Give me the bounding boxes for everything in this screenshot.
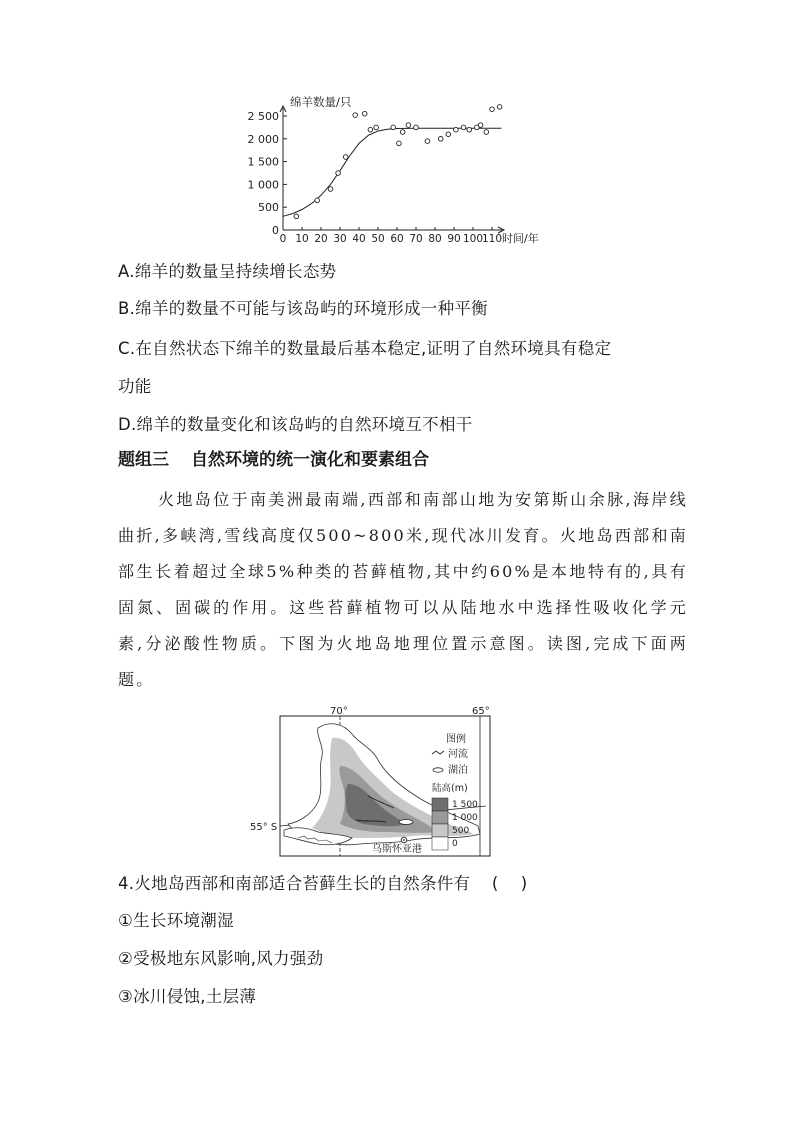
chart-data-point [484, 130, 489, 135]
option-c-line2: 功能 [118, 377, 152, 396]
option-b: B.绵羊的数量不可能与该岛屿的环境形成一种平衡 [118, 299, 488, 318]
chart-data-point [391, 125, 396, 130]
chart-data-point [294, 214, 299, 219]
legend-elev-0-swatch [432, 837, 448, 850]
section-title: 自然环境的统一演化和要素组合 [191, 450, 429, 470]
chart-x-tick-label: 10 [295, 233, 309, 245]
chart-x-tick-label: 30 [333, 233, 347, 245]
legend-elev-1500-swatch [432, 798, 448, 811]
legend-elev-title: 陆高(m) [432, 783, 468, 794]
chart-y-tick-label: 500 [258, 201, 279, 215]
chart-x-tick-label: 90 [447, 233, 461, 245]
chart-data-point [362, 111, 367, 116]
chart-x-tick-label: 80 [428, 233, 442, 245]
chart-x-tick-label: 60 [390, 233, 404, 245]
legend-lake-symbol [433, 768, 443, 772]
lake [399, 820, 413, 825]
chart-y-tick-label: 1 000 [247, 178, 279, 192]
chart-x-tick-label: 70 [409, 233, 423, 245]
chart-data-point [446, 132, 451, 137]
chart-data-point [461, 125, 466, 130]
chart-data-point [454, 127, 459, 132]
chart-data-point [374, 125, 379, 130]
chart-data-point [336, 171, 341, 176]
lat-55-label: 55° S [250, 822, 278, 833]
legend-elev-500-label: 500 [452, 826, 470, 836]
lon-70-label: 70° [330, 706, 348, 717]
section-heading [118, 445, 429, 470]
chart-data-point [400, 130, 405, 135]
question-stem: 4.火地岛西部和南部适合苔藓生长的自然条件有 [118, 874, 471, 893]
chart-data-point [478, 123, 483, 128]
chart-x-tick-label: 100 [462, 233, 484, 245]
chart-data-point [438, 137, 443, 142]
chart-data-point [343, 155, 348, 160]
legend-lake-label: 湖泊 [448, 765, 468, 776]
legend-river-label: 河流 [448, 749, 468, 760]
option-c-line1: C.在自然状态下绵羊的数量最后基本稳定,证明了自然环境具有稳定 [118, 339, 612, 358]
chart-data-point [406, 123, 411, 128]
chart-data-point [490, 107, 495, 112]
legend-elev-1500-label: 1 500 [452, 800, 478, 810]
chart-x-tick-label: 0 [279, 233, 287, 245]
chart-data-point [425, 139, 430, 144]
chart-y-tick-label: 1 500 [247, 155, 279, 169]
legend-elev-1000-swatch [432, 811, 448, 824]
city-label: 乌斯怀亚港 [372, 844, 422, 855]
lon-65-label: 65° [472, 706, 490, 717]
chart-data-point [397, 141, 402, 146]
chart-y-tick-label: 0 [272, 224, 279, 237]
section-label: 题组三 [118, 450, 169, 470]
question-item-1: ①生长环境潮湿 [118, 911, 234, 930]
chart-x-tick-label: 40 [352, 233, 366, 245]
question-4 [118, 870, 528, 894]
sheep-population-chart [240, 92, 550, 250]
question-item-2: ②受极地东风影响,风力强劲 [118, 949, 324, 968]
legend-elev-0-label: 0 [452, 839, 458, 849]
chart-x-tick-label: 20 [314, 233, 328, 245]
answer-bracket: ( ) [491, 874, 528, 893]
option-a: A.绵羊的数量呈持续增长态势 [118, 262, 337, 281]
legend-elev-500-swatch [432, 824, 448, 837]
chart-data-point [368, 127, 373, 132]
legend-title: 图例 [446, 734, 466, 745]
legend-elev-1000-label: 1 000 [452, 813, 478, 823]
question-item-3: ③冰川侵蚀,土层薄 [118, 987, 257, 1006]
chart-x-tick-label: 110 [481, 233, 503, 245]
tierra-del-fuego-map [248, 704, 508, 860]
chart-x-tick-label: 50 [371, 233, 385, 245]
passage-text: 火地岛位于南美洲最南端,西部和南部山地为安第斯山余脉,海岸线曲折,多峡湾,雪线高度仅500~800米,现代冰川发育。火地岛西部和南部生长着超过全球5%种类的苔藓植物,其中约60%是本地特有的,具有固氮、固碳的作用。这些苔藓植物可以从陆地水中选择性吸收化学元素,分泌酸性物质。下图为火地岛地理位置示意图。读图,完成下面两题。 [118, 490, 688, 689]
option-d: D.绵羊的数量变化和该岛屿的自然环境互不相干 [118, 415, 473, 434]
chart-y-tick-label: 2 000 [247, 132, 279, 146]
chart-data-point [467, 127, 472, 132]
chart-data-point [497, 105, 502, 110]
chart-data-point [315, 198, 320, 203]
chart-data-point [414, 125, 419, 130]
chart-y-tick-label: 2 500 [247, 110, 279, 123]
chart-trend-curve [283, 128, 502, 216]
chart-x-label: 时间/年 [502, 232, 539, 245]
chart-data-point [353, 113, 358, 118]
chart-y-label: 绵羊数量/只 [290, 95, 352, 109]
chart-data-point [328, 187, 333, 192]
